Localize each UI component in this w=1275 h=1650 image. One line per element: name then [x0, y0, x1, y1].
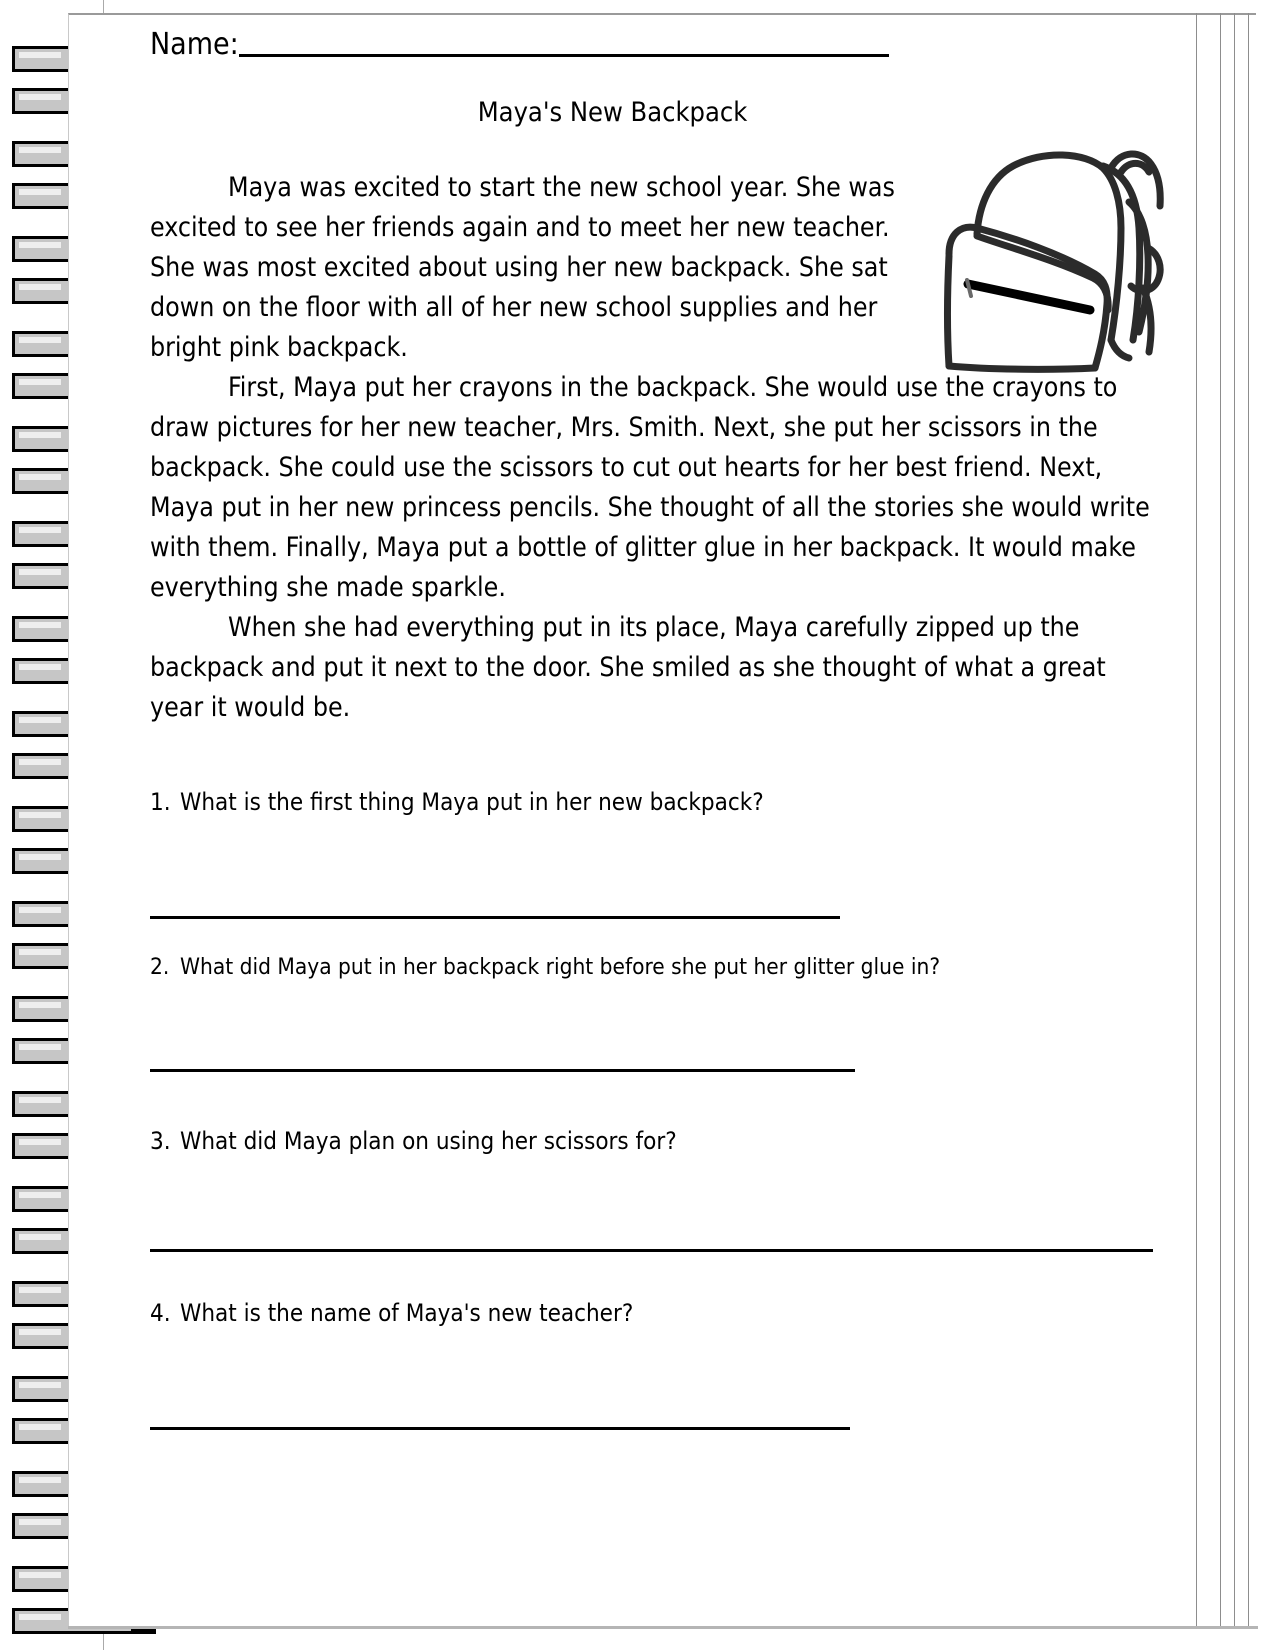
page-title: Maya's New Backpack — [477, 97, 748, 128]
question-2-prompt: What did Maya put in her backpack right before she put her glitter glue in? — [180, 954, 941, 980]
name-field-row — [150, 27, 1160, 62]
question-2-number: 2. — [150, 954, 170, 980]
question-4-number: 4. — [150, 1299, 171, 1327]
story-paragraph-1: Maya was excited to start the new school year. She was excited to see her friends again and to meet her new teacher. She was most excited about using her new backpack. She sat down on the floor with all of her new school supplies and her bright pink backpack. — [150, 172, 895, 363]
question-block-2 — [150, 953, 1160, 1127]
answer-line-1[interactable] — [150, 916, 840, 919]
question-1-text — [150, 788, 764, 816]
name-field-input[interactable] — [239, 54, 889, 57]
page-edge-2 — [1220, 13, 1221, 1628]
question-block-3 — [150, 1127, 1160, 1299]
page-edge-1 — [1196, 13, 1197, 1628]
question-block-4 — [150, 1299, 1160, 1474]
questions-list — [150, 788, 1160, 1474]
question-1-number: 1. — [150, 788, 171, 816]
answer-line-3[interactable] — [150, 1249, 1153, 1252]
answer-line-4[interactable] — [150, 1427, 850, 1430]
question-1-prompt: What is the first thing Maya put in her new backpack? — [180, 788, 764, 816]
answer-line-2[interactable] — [150, 1069, 855, 1072]
question-block-1 — [150, 788, 1160, 953]
question-3-number: 3. — [150, 1127, 171, 1155]
story-paragraph-3: When she had everything put in its place, Maya carefully zipped up the backpack and put it next to the door. She smiled as she thought of what a great year it would be. — [150, 612, 1106, 723]
story-paragraph-2: First, Maya put her crayons in the backpack. She would use the crayons to draw pictures for her new teacher, Mrs. Smith. Next, she put her scissors in the backpack. She could use the scissors to cut out hearts for her best friend. Next, Maya put in her new princess pencils. She thought of all the stories she would write with them. Finally, Maya put a bottle of glitter glue in her backpack. It would make everything she made sparkle. — [150, 372, 1150, 603]
question-3-prompt: What did Maya plan on using her scissors for? — [180, 1127, 677, 1155]
question-2-text — [150, 953, 940, 981]
name-field-label: Name: — [150, 27, 239, 62]
page-edge-4 — [1248, 13, 1249, 1628]
question-3-text — [150, 1127, 677, 1155]
backpack-illustration — [915, 128, 1170, 373]
question-4-text — [150, 1299, 633, 1327]
page-edge-3 — [1234, 13, 1235, 1628]
question-4-prompt: What is the name of Maya's new teacher? — [180, 1299, 634, 1327]
